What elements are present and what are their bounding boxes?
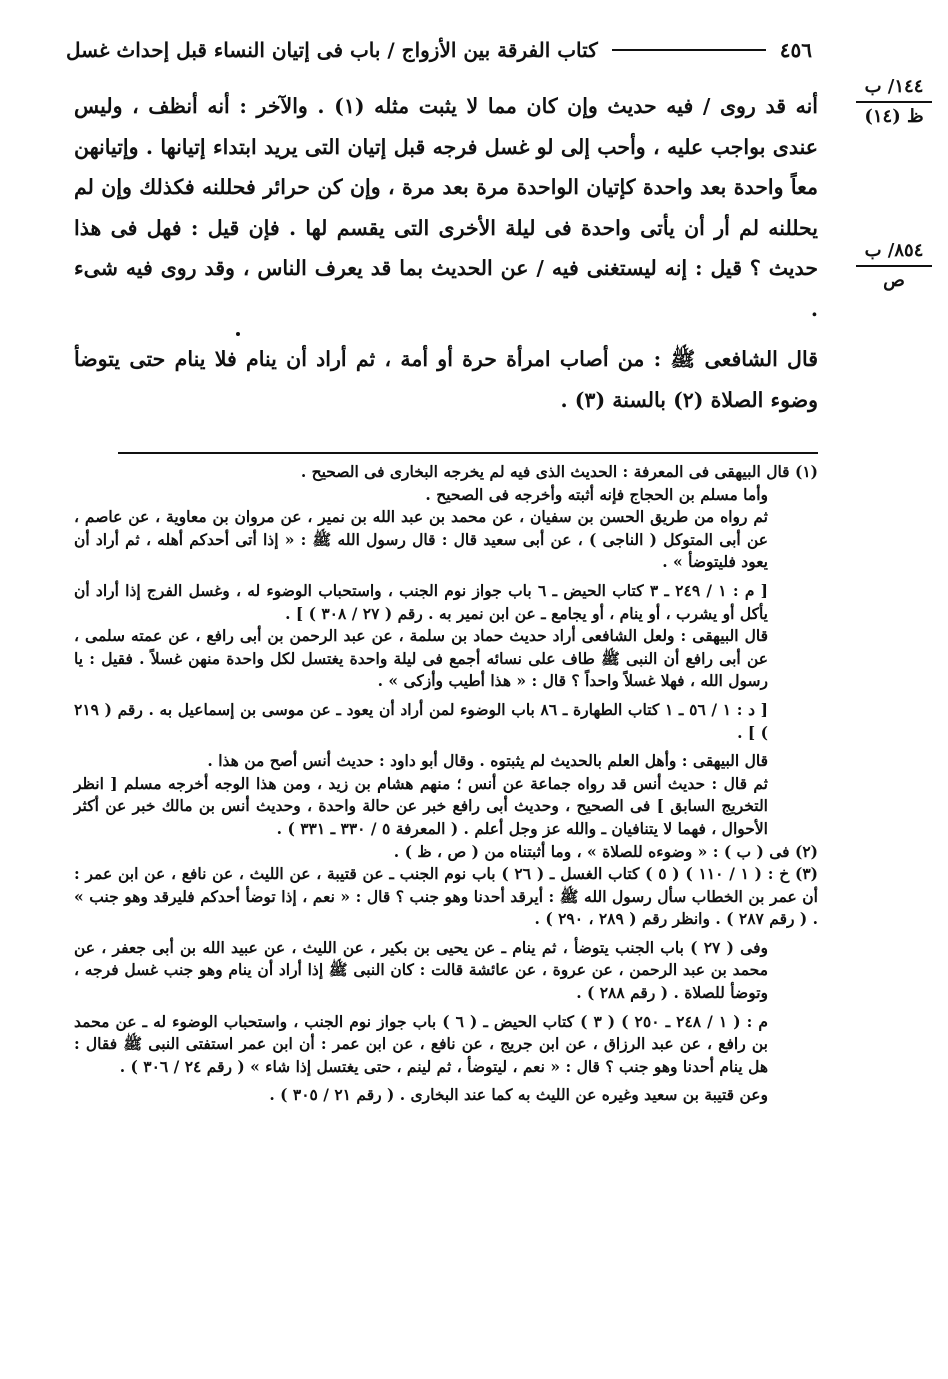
footnotes	[74, 461, 818, 1107]
page-number: ٤٥٦	[779, 38, 812, 62]
footnote-line: [ م : ١ / ٢٤٩ ـ ٣ كتاب الحيض ـ ٦ باب جواز نوم الجنب ، واستحباب الوضوء له ، وغسل الفرج إذا أراد أن يأكل أو يشرب ، أو ينام ، أو يجامع ـ عن ابن نمير به . رقم ( ٢٧ / ٣٠٨ ) ] .	[74, 580, 768, 623]
margin-note-bottom: ظ (١٤)	[864, 105, 924, 127]
body-paragraph-1: أنه قد روى / فيه حديث وإن كان مما لا يثبت مثله (١) . والآخر : أنه أنظف ، وليس عندى بواجب عليه ، وأحب إلى لو غسل فرجه قبل إتيان التى يريد ابتداء إتيانها . وإتيانهن معاً واحدة بعد واحدة كإتيان الواحدة مرة بعد مرة ، وإن كن حرائر فحللنه فكذلك وإن لم يحللنه لم أر أن يأتى واحدة فى ليلة الأخرى التى يقسم لها . فإن قيل : فهل فى هذا حديث ؟ قيل : إنه ليستغنى فيه / عن الحديث بما قد يعرف الناس ، وقد روى فيه شىء .	[74, 94, 818, 321]
margin-note-top: ٨٥٤/ ب	[864, 240, 924, 261]
header-rule	[612, 49, 766, 51]
page-header	[66, 38, 812, 62]
margin-note-bottom: ص	[883, 269, 905, 291]
footnote-line: قال البيهقى : ولعل الشافعى أراد حديث حماد بن سلمة ، عن عبد الرحمن بن أبى رافع ، عن عمته سلمى ، عن أبى رافع أن النبى ﷺ طاف على نسائه أجمع فى ليلة واحدة يغتسل لكل واحدة منهن غسلاً . فقيل : يا رسول الله ، فهلا غسلاً واحداً ؟ قال : « هذا أطيب وأزكى » .	[74, 626, 768, 691]
footnote-line: [ د : ١ / ٥٦ ـ ١ كتاب الطهارة ـ ٨٦ باب الوضوء لمن أراد أن يعود ـ عن موسى بن إسماعيل به . رقم ( ٢١٩ ) ] .	[74, 699, 768, 742]
footnote-line: قال البيهقى : وأهل العلم بالحديث لم يثبتوه . وقال أبو داود : حديث أنس أصح من هذا .	[207, 751, 768, 771]
body-paragraph-2: قال الشافعى ﷺ : من أصاب امرأة حرة أو أمة ، ثم أراد أن ينام فلا ينام حتى يتوضأ وضوء الصلاة (٢) بالسنة (٣) .	[74, 347, 818, 412]
footnote-line: وأما مسلم بن الحجاج فإنه أثبته وأخرجه فى الصحيح .	[425, 484, 768, 504]
margin-note-folio-1	[850, 74, 938, 130]
margin-note-divider	[856, 265, 932, 267]
footnote-line: ثم رواه من طريق الحسن بن سفيان ، عن محمد بن عبد الله بن نمير ، عن مروان بن معاوية ، عن عاصم ، عن أبى المتوكل ( الناجى ) ، عن أبى سعيد قال : قال رسول الله ﷺ : « إذا أتى أحدكم أهله ، ثم أراد أن يعود فليتوضأ » .	[74, 507, 768, 572]
footnote-line: (٢) فى ( ب ) : « وضوءه للصلاة » ، وما أثبتناه من ( ص ، ظ ) .	[393, 841, 818, 861]
footnote-line: (٣) خ : ( ١ / ١١٠ ) ( ٥ ) كتاب الغسل ـ ( ٢٦ ) باب نوم الجنب ـ عن قتيبة ، عن الليث ، عن نافع ، عن ابن عمر : أن عمر بن الخطاب سأل رسول الله ﷺ : أيرقد أحدنا وهو جنب ؟ قال : « نعم ، إذا توضأ أحدكم فليرقد وهو جنب » . ( رقم ٢٨٧ ) . وانظر رقم ( ٢٨٩ ، ٢٩٠ ) .	[74, 864, 818, 929]
running-title: كتاب الفرقة بين الأزواج / باب فى إتيان النساء قبل إحداث غسل	[66, 38, 598, 62]
footnote-line: وفى ( ٢٧ ) باب الجنب يتوضأ ، ثم ينام ـ عن يحيى بن بكير ، عن الليث ، عن عبيد الله بن أبى جعفر ، عن محمد بن عبد الرحمن ، عن عروة ، عن عائشة قالت : كان النبى ﷺ إذا أراد أن ينام وهو جنب غسل فرجه ، وتوضأ للصلاة . ( رقم ٢٨٨ ) .	[74, 937, 768, 1003]
ink-dot	[236, 332, 240, 336]
footnote-line: ثم قال : حديث أنس قد رواه جماعة عن أنس ؛ منهم هشام بن زيد ، ومن هذا الوجه أخرجه مسلم [ انظر التخريج السابق ] فى الصحيح ، وحديث أبى رافع خبر عن حالة واحدة ، وحديث أنس بن مالك خبر عن أكثر الأحوال ، فهما لا يتنافيان ـ والله عز وجل أعلم . ( المعرفة ٥ / ٣٣٠ ـ ٣٣١ ) .	[74, 773, 768, 838]
margin-note-folio-2	[850, 238, 938, 294]
footnote-line: وعن قتيبة بن سعيد وغيره عن الليث به كما عند البخارى . ( رقم ٢١ / ٣٠٥ ) .	[269, 1085, 768, 1105]
margin-note-divider	[856, 101, 932, 103]
footnote-line: (١) قال البيهقى فى المعرفة : الحديث الذى فيه لم يخرجه البخارى فى الصحيح .	[300, 462, 818, 481]
main-text	[74, 86, 818, 420]
margin-note-top: ١٤٤/ ب	[864, 76, 924, 97]
footnote-line: م : ( ١ / ٢٤٨ ـ ٢٥٠ ) ( ٣ ) كتاب الحيض ـ ( ٦ ) باب جواز نوم الجنب ، واستحباب الوضوء له ـ عن محمد بن رافع ، عن عبد الرزاق ، عن ابن جريج ، عن نافع ، عن ابن عمر : أن ابن عمر استفتى النبى ﷺ فقال : هل ينام أحدنا وهو جنب ؟ قال : « نعم ، ليتوضأ ، ثم لينم ، حتى يغتسل إذا شاء » ( رقم ٢٤ / ٣٠٦ ) .	[74, 1011, 768, 1076]
footnote-separator	[118, 452, 818, 454]
